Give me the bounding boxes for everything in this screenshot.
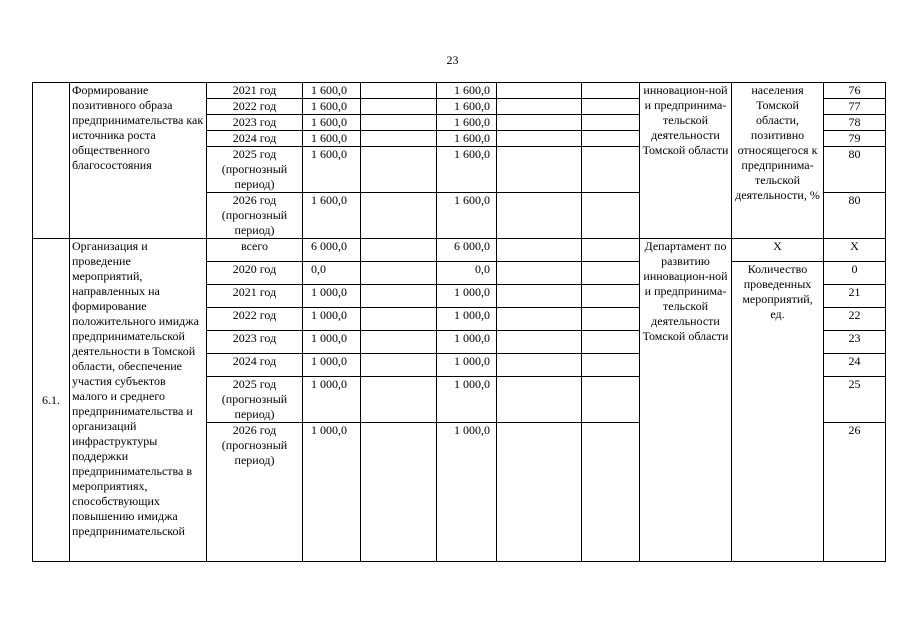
regional-cell: 1 600,0 <box>437 99 497 115</box>
regional-cell: 1 600,0 <box>437 147 497 193</box>
other-cell <box>582 193 640 239</box>
total-cell: 1 600,0 <box>303 147 361 193</box>
other-cell <box>582 331 640 354</box>
federal-cell <box>361 377 437 423</box>
federal-cell <box>361 99 437 115</box>
indicator-cell: Количество проведенных мероприятий, ед. <box>732 262 824 562</box>
local-cell <box>497 131 582 147</box>
regional-cell: 0,0 <box>437 262 497 285</box>
federal-cell <box>361 147 437 193</box>
other-cell <box>582 423 640 562</box>
local-cell <box>497 331 582 354</box>
total-cell: 1 000,0 <box>303 377 361 423</box>
other-cell <box>582 115 640 131</box>
local-cell <box>497 239 582 262</box>
local-cell <box>497 99 582 115</box>
indicator-value-cell: 79 <box>824 131 886 147</box>
federal-cell <box>361 285 437 308</box>
total-cell: 1 600,0 <box>303 115 361 131</box>
year-cell: 2024 год <box>207 354 303 377</box>
table-row <box>33 239 886 262</box>
total-cell: 1 600,0 <box>303 193 361 239</box>
row-number-cell: 6.1. <box>33 239 70 562</box>
year-cell: 2022 год <box>207 308 303 331</box>
total-cell: 1 000,0 <box>303 354 361 377</box>
total-cell: 1 600,0 <box>303 99 361 115</box>
regional-cell: 1 000,0 <box>437 377 497 423</box>
federal-cell <box>361 262 437 285</box>
federal-cell <box>361 354 437 377</box>
table-row <box>33 83 886 99</box>
federal-cell <box>361 131 437 147</box>
indicator-value-cell: 78 <box>824 115 886 131</box>
local-cell <box>497 193 582 239</box>
regional-cell: 1 000,0 <box>437 354 497 377</box>
total-cell: 6 000,0 <box>303 239 361 262</box>
indicator-value-cell: 22 <box>824 308 886 331</box>
local-cell <box>497 423 582 562</box>
indicator-value-cell: 26 <box>824 423 886 562</box>
year-cell: 2026 год (прогнозный период) <box>207 423 303 562</box>
page-number: 23 <box>446 53 459 67</box>
local-cell <box>497 377 582 423</box>
program-table <box>32 82 886 562</box>
federal-cell <box>361 193 437 239</box>
other-cell <box>582 377 640 423</box>
regional-cell: 1 000,0 <box>437 308 497 331</box>
indicator-value-cell: 76 <box>824 83 886 99</box>
federal-cell <box>361 115 437 131</box>
year-cell: 2025 год (прогнозный период) <box>207 377 303 423</box>
other-cell <box>582 131 640 147</box>
other-cell <box>582 262 640 285</box>
other-cell <box>582 83 640 99</box>
indicator-value-cell: 80 <box>824 193 886 239</box>
regional-cell: 1 600,0 <box>437 83 497 99</box>
local-cell <box>497 308 582 331</box>
local-cell <box>497 285 582 308</box>
federal-cell <box>361 239 437 262</box>
year-cell: 2024 год <box>207 131 303 147</box>
other-cell <box>582 239 640 262</box>
indicator-value-cell: 21 <box>824 285 886 308</box>
year-cell: 2022 год <box>207 99 303 115</box>
total-cell: 1 000,0 <box>303 285 361 308</box>
total-cell: 1 000,0 <box>303 423 361 562</box>
other-cell <box>582 285 640 308</box>
indicator-cell: Х <box>732 239 824 262</box>
federal-cell <box>361 308 437 331</box>
indicator-value-cell: 0 <box>824 262 886 285</box>
regional-cell: 1 000,0 <box>437 331 497 354</box>
total-cell: 0,0 <box>303 262 361 285</box>
regional-cell: 1 600,0 <box>437 131 497 147</box>
regional-cell: 1 000,0 <box>437 423 497 562</box>
regional-cell: 6 000,0 <box>437 239 497 262</box>
indicator-value-cell: 25 <box>824 377 886 423</box>
federal-cell <box>361 423 437 562</box>
task-cell: Организация и проведение мероприятий, направленных на формирование положительного имиджа предпринимательской деятельности в Томской области, обеспечение участия субъектов малого и среднего предпринимательства и организаций инфраструктуры поддержки предпринимательства в мероприятиях, способствующих повышению имиджа предпринимательской <box>70 239 207 562</box>
local-cell <box>497 262 582 285</box>
local-cell <box>497 147 582 193</box>
total-cell: 1 000,0 <box>303 331 361 354</box>
federal-cell <box>361 331 437 354</box>
other-cell <box>582 354 640 377</box>
total-cell: 1 000,0 <box>303 308 361 331</box>
executor-cell: Департамент по развитию инновацион-ной и предпринима-тельской деятельности Томской области <box>640 239 732 562</box>
indicator-value-cell: Х <box>824 239 886 262</box>
year-cell: 2020 год <box>207 262 303 285</box>
other-cell <box>582 147 640 193</box>
indicator-cell: населения Томской области, позитивно относящегося к предпринима-тельской деятельности, % <box>732 83 824 239</box>
other-cell <box>582 99 640 115</box>
task-cell: Формирование позитивного образа предпринимательства как источника роста общественного благосостояния <box>70 83 207 239</box>
year-cell: 2021 год <box>207 285 303 308</box>
indicator-value-cell: 80 <box>824 147 886 193</box>
row-number-cell <box>33 83 70 239</box>
other-cell <box>582 308 640 331</box>
indicator-value-cell: 23 <box>824 331 886 354</box>
indicator-value-cell: 77 <box>824 99 886 115</box>
local-cell <box>497 83 582 99</box>
regional-cell: 1 000,0 <box>437 285 497 308</box>
year-cell: 2023 год <box>207 115 303 131</box>
total-cell: 1 600,0 <box>303 83 361 99</box>
year-cell: 2025 год (прогнозный период) <box>207 147 303 193</box>
year-cell: 2021 год <box>207 83 303 99</box>
year-cell: всего <box>207 239 303 262</box>
year-cell: 2023 год <box>207 331 303 354</box>
local-cell <box>497 354 582 377</box>
regional-cell: 1 600,0 <box>437 115 497 131</box>
federal-cell <box>361 83 437 99</box>
executor-cell: инновацион-ной и предпринима-тельской деятельности Томской области <box>640 83 732 239</box>
year-cell: 2026 год (прогнозный период) <box>207 193 303 239</box>
indicator-value-cell: 24 <box>824 354 886 377</box>
local-cell <box>497 115 582 131</box>
total-cell: 1 600,0 <box>303 131 361 147</box>
regional-cell: 1 600,0 <box>437 193 497 239</box>
